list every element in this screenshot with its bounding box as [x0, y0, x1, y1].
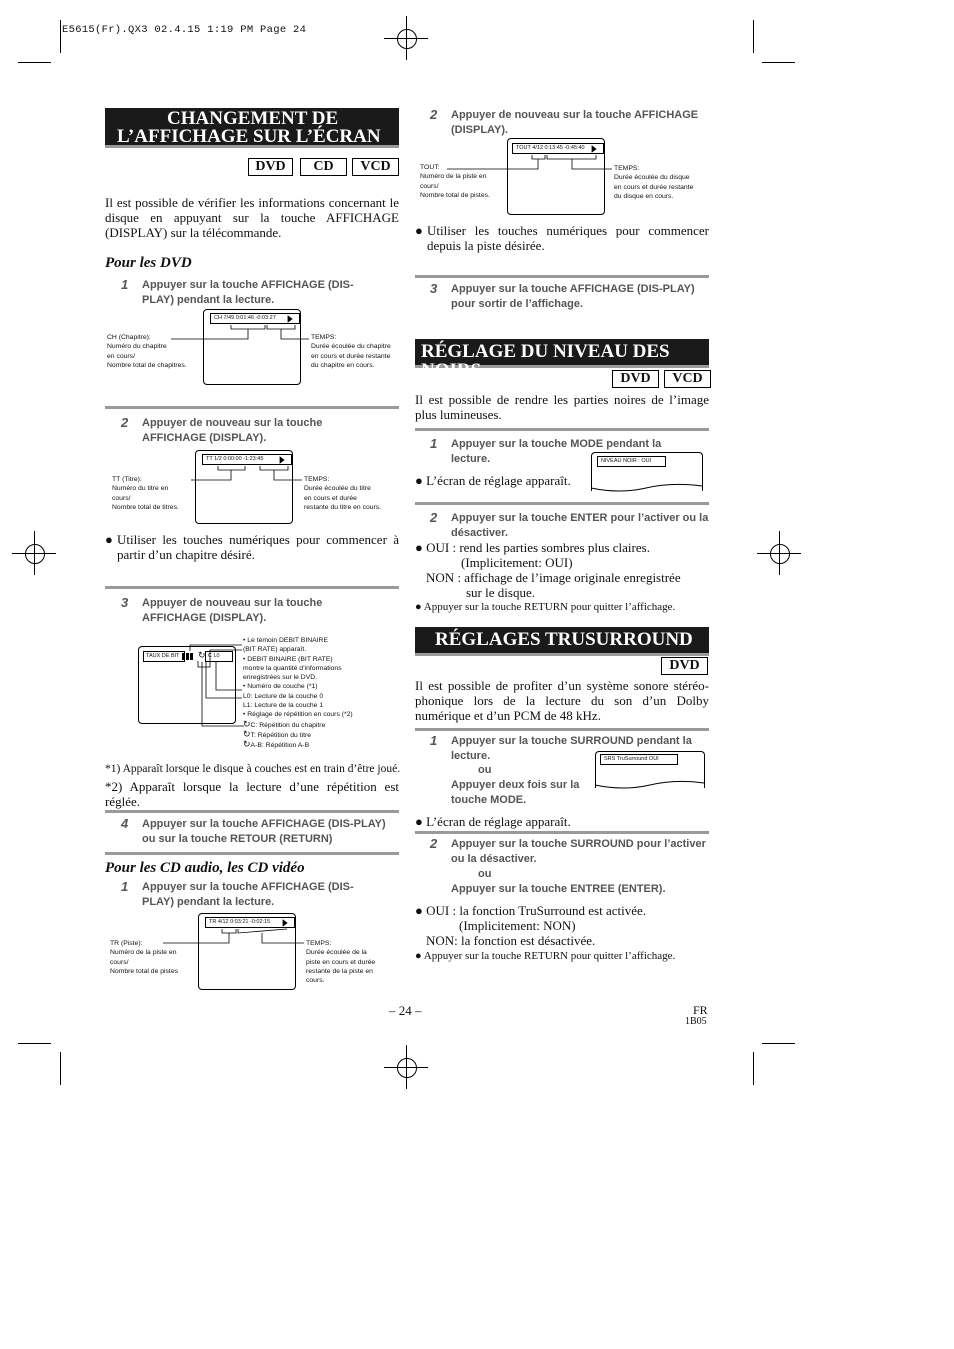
label-time: TEMPS: Durée écoulée de la piste en cours et durée restante de la piste en cours. — [306, 940, 376, 985]
label-all: TOUT: Numéro de la piste en cours/ Nombre total de pistes. — [420, 164, 490, 199]
note-item: ● L’écran de réglage apparaît. — [415, 814, 571, 829]
step-text: Appuyer sur la touche AFFICHAGE (DIS-PLAY) pour sortir de l’affichage. — [451, 283, 695, 310]
step-text: Appuyer sur la touche ENTER pour l’activer ou la désactiver. — [451, 512, 709, 539]
footnote-1: *1) Apparaît lorsque le disque à couches est en train d’être joué. — [105, 763, 401, 775]
disc-tag-vcd: VCD — [664, 370, 711, 388]
step-text: Appuyer de nouveau sur la touche AFFICHAGE (DISPLAY). — [451, 109, 699, 136]
disc-tag-dvd: DVD — [248, 158, 293, 176]
section-title-affichage: CHANGEMENT DE L’AFFICHAGE SUR L’ÉCRAN — [105, 108, 399, 148]
step-number: 2 — [121, 415, 129, 430]
option-non-cont: sur le disque. — [466, 585, 535, 600]
default-note: (Implicitement: OUI) — [461, 555, 573, 570]
option-oui: ● OUI : rend les parties sombres plus claires. — [415, 540, 650, 555]
step-number: 1 — [430, 733, 438, 748]
disc-tag-vcd: VCD — [352, 158, 399, 176]
bitrate-labels: • Le témoin DEBIT BINAIRE (BIT RATE) apparaît. • DEBIT BINAIRE (BIT RATE) montre la quantité d’informations enregistrées sur le DVD. • Numéro de couche (*1) L0: Lecture de la couche 0 L1: Lecture de la couche 1 • Réglage de répétition en cours (*2) ↻C: Répétition du chapitre ↻T: Répétition du titre ↻A-B: Répétition A-B — [243, 637, 353, 750]
label-time: TEMPS: Durée écoulée du titre en cours et durée restante du titre en cours. — [304, 476, 382, 511]
step-text: Appuyer sur la touche AFFICHAGE (DIS-PLAY) pendant la lecture. — [142, 279, 354, 306]
osd-bitrate: TAUX DE BIT — [143, 651, 185, 662]
default-note: (Implicitement: NON) — [459, 918, 576, 933]
step-number: 3 — [121, 595, 129, 610]
osd-bar: TR 4/12 0:03:21 -0:02:15 — [205, 917, 295, 928]
repeat-icon: ↻ — [243, 728, 251, 739]
label-track: TR (Piste): Numéro de la piste en cours/ Nombre total de pistes — [110, 940, 179, 975]
return-note: ● Appuyer sur la touche RETURN pour quitter l’affichage. — [415, 601, 676, 613]
intro-paragraph: Il est possible de rendre les parties noires de l’image plus lumineuses. — [415, 392, 709, 422]
osd-bar: NIVEAU NOIR : OUI — [597, 456, 666, 467]
step-text: Appuyer deux fois sur la touche MODE. — [451, 779, 580, 806]
osd-layer: C L0 — [205, 651, 233, 662]
step-or: ou — [478, 868, 492, 880]
step-text: Appuyer sur la touche AFFICHAGE (DIS-PLAY) ou sur la touche RETOUR (RETURN) — [142, 818, 386, 845]
step-number: 3 — [430, 281, 438, 296]
note-item: ● Utiliser les touches numériques pour commencer à partir d’un chapitre désiré. — [105, 532, 399, 562]
step-number: 2 — [430, 107, 438, 122]
page-number: – 24 – — [389, 1003, 422, 1018]
heading-dvd: Pour les DVD — [105, 255, 192, 271]
step-number: 1 — [121, 879, 129, 894]
step-or: ou — [478, 764, 492, 776]
step-text: Appuyer de nouveau sur la touche AFFICHAGE (DISPLAY). — [142, 417, 323, 444]
step-number: 2 — [430, 836, 438, 851]
osd-bar: CH 7/49 0:01:46 -0:03:27 — [210, 313, 300, 324]
step-text: Appuyer sur la touche SURROUND pendant la lecture. — [451, 735, 692, 762]
repeat-icon: ↻ — [243, 718, 251, 729]
option-non: NON: la fonction est désactivée. — [426, 933, 596, 948]
section-title-surround: RÉGLAGES TRUSURROUND — [415, 627, 709, 656]
note-item: ● L’écran de réglage apparaît. — [415, 473, 571, 488]
heading-cd: Pour les CD audio, les CD vidéo — [105, 860, 305, 876]
step-number: 1 — [430, 436, 438, 451]
repeat-icon: ↻ — [198, 650, 206, 660]
label-time: TEMPS: Durée écoulée du chapitre en cours et durée restante du chapitre en cours. — [311, 334, 391, 369]
repeat-icon: ↻ — [243, 739, 251, 750]
language-code: FR — [693, 1003, 708, 1017]
return-note: ● Appuyer sur la touche RETURN pour quitter l’affichage. — [415, 950, 676, 962]
step-text: Appuyer de nouveau sur la touche AFFICHAGE (DISPLAY). — [142, 597, 323, 624]
step-text: Appuyer sur la touche SURROUND pour l’activer ou la désactiver. — [451, 838, 706, 865]
option-oui: ● OUI : la fonction TruSurround est activée. — [415, 903, 646, 918]
step-number: 1 — [121, 277, 129, 292]
intro-paragraph: Il est possible de profiter d’un système sonore stéréo-phonique lors de la lecture du son d’un Dolby numérique et d’un PCM de 48 kHz. — [415, 678, 709, 723]
disc-tag-dvd: DVD — [612, 370, 659, 388]
disc-tag-cd: CD — [300, 158, 347, 176]
label-time: TEMPS: Durée écoulée du disque en cours et durée restante du disque en cours. — [614, 165, 694, 200]
step-text: Appuyer sur la touche MODE pendant la lecture. — [451, 438, 662, 465]
osd-bar: SRS TruSurround OUI — [600, 754, 678, 765]
section-title-noirs: RÉGLAGE DU NIVEAU DES NOIRS — [415, 339, 709, 368]
print-header: E5615(Fr).QX3 02.4.15 1:19 PM Page 24 — [62, 24, 307, 36]
label-title: TT (Titre): Numéro du titre en cours/ Nombre total de titres. — [112, 476, 179, 511]
osd-bar: TOUT 4/12 0:13:45 -0:45:40 — [512, 143, 604, 154]
step-text: Appuyer sur la touche ENTREE (ENTER). — [451, 883, 666, 895]
option-non: NON : affichage de l’image originale enregistrée — [426, 570, 681, 585]
document-code: 1B05 — [685, 1016, 707, 1027]
label-chapter: CH (Chapitre): Numéro du chapitre en cours/ Nombre total de chapitres. — [107, 334, 187, 369]
step-text: Appuyer sur la touche AFFICHAGE (DIS-PLAY) pendant la lecture. — [142, 881, 354, 908]
disc-tag-dvd: DVD — [661, 657, 708, 675]
osd-bar: TT 1/2 0:00:00 -1:23:45 — [202, 454, 292, 465]
step-number: 2 — [430, 510, 438, 525]
step-number: 4 — [121, 816, 129, 831]
intro-paragraph: Il est possible de vérifier les informations concernant le disque en appuyant sur la touche AFFICHAGE (DISPLAY) sur la télécommande. — [105, 195, 399, 240]
footnote-2: *2) Apparaît lorsque la lecture d’une répétition est réglée. — [105, 779, 399, 809]
note-item: ● Utiliser les touches numériques pour commencer depuis la piste désirée. — [415, 223, 709, 253]
